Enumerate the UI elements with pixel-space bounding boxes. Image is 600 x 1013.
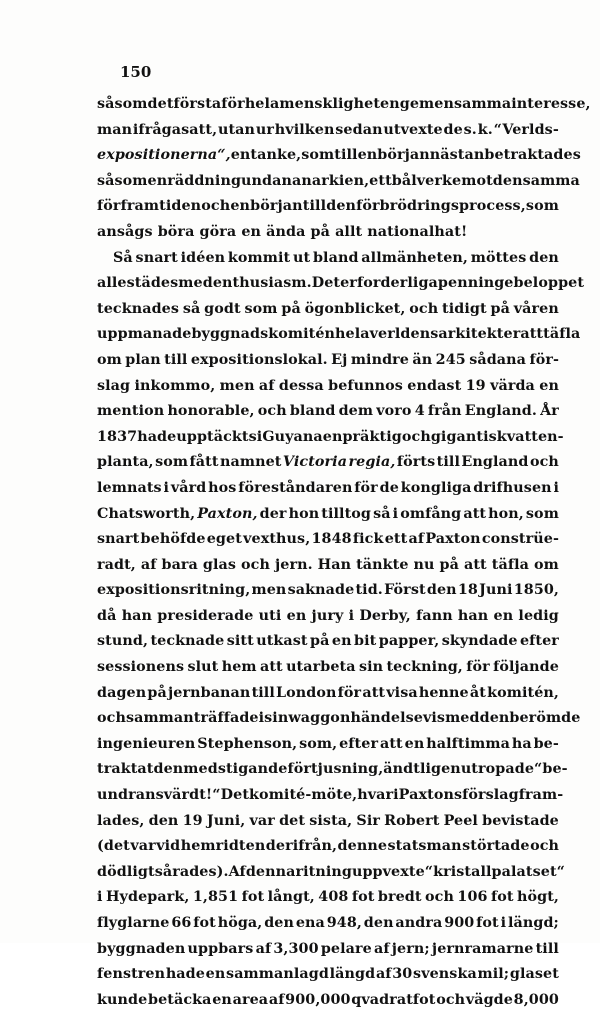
text-line: slag inkommo, men af dessa befunnos endast 19 värda en <box>97 377 559 394</box>
text-line: för framtiden och en början till den förbrödringsprocess, som <box>97 198 559 215</box>
text-line: kunde betäcka en area af 900,000 qvadratfot och vägde 8,000 <box>97 991 559 1008</box>
text-line: allestädes med enthusiasm. Det erforderliga penningebeloppet <box>97 275 585 292</box>
text-line: Chatsworth, Paxton, der hon tilltog så i omfång att hon, som <box>97 505 559 522</box>
text-line: undransvärdt!“ Det komité-möte, hvari Paxtons förslag fram- <box>97 787 564 804</box>
text-line: 1837 hade upptäckts i Guyana en präktig och gigantisk vatten- <box>97 428 564 445</box>
text-line: då han presiderade uti en jury i Derby, fann han en ledig <box>97 607 559 624</box>
text-line: i Hydepark, 1,851 fot långt, 408 fot bredt och 106 fot högt, <box>97 889 559 906</box>
text-line: tecknades så godt som på ögonblicket, och tidigt på våren <box>97 300 559 317</box>
text-line: såsom en räddning undan anarkien, ett bålverk emot densamma <box>97 172 580 189</box>
text-line: flyglarne 66 fot höga, den ena 948, den andra 900 fot i längd; <box>97 915 559 931</box>
text-line: expositionsritning, men saknade tid. Först den 18 Juni 1850, <box>97 582 559 599</box>
text-line: uppmanade byggnadskomitén hela verldens arkitekter att täfla <box>97 326 581 343</box>
text-line: mention honorable, och bland dem voro 4 från England. År <box>97 403 559 420</box>
text-line: dödligt sårades). Af denna ritning uppvexte “kristallpalatset“ <box>97 863 565 880</box>
text-line: snart behöfde eget vexthus, 1848 fick ett af Paxton constrüe- <box>97 531 559 548</box>
text-line: (det var vid hemridten derifrån, denne statsman störtade och <box>97 838 559 855</box>
text-line: ingenieuren Stephenson, som, efter att en halftimma ha be- <box>97 735 559 752</box>
text-line: expositionerna“, en tanke, som till en början nästan betraktades <box>97 147 581 164</box>
text-line: man ifrågasatt, utan ur hvilken sedan utvexte de s. k. “Verlds- <box>97 121 559 138</box>
page-number: 150 <box>120 63 152 81</box>
text-line: sessionens slut hem att utarbeta sin teckning, för följande <box>97 659 559 676</box>
text-line: och sammanträffade i sin waggon händelsevis med den berömde <box>97 710 581 727</box>
text-line: radt, af bara glas och jern. Han tänkte nu på att täfla om <box>97 556 559 573</box>
text-line: traktat den med stigande förtjusning, ändtligen utropade “be- <box>97 761 568 778</box>
text-line: ansågs böra göra en ända på allt nationalhat! <box>97 223 468 240</box>
text-line: stund, tecknade sitt utkast på en bit papper, skyndade efter <box>97 633 559 650</box>
text-line: lemnats i vård hos föreståndaren för de kongliga drifhusen i <box>97 479 559 496</box>
text-line: fenstren hade en sammanlagd längd af 30 svenska mil; glaset <box>97 966 559 983</box>
body-text <box>97 92 591 1013</box>
text-line: byggnaden uppbars af 3,300 pelare af jern; jernramarne till <box>97 940 559 957</box>
text-line: planta, som fått namnet Victoria regia, förts till England och <box>97 454 559 471</box>
text-line: lades, den 19 Juni, var det sista, Sir Robert Peel bevistade <box>97 812 559 829</box>
text-line: dagen på jernbanan till London för att visa henne åt komitén, <box>97 684 559 701</box>
text-line: om plan till expositionslokal. Ej mindre än 245 sådana för- <box>97 351 559 368</box>
text-line: såsom det första för hela menskligheten gemensamma interesse, <box>97 96 591 112</box>
text-line: Så snart idéen kommit ut bland allmänheten, möttes den <box>113 249 559 266</box>
